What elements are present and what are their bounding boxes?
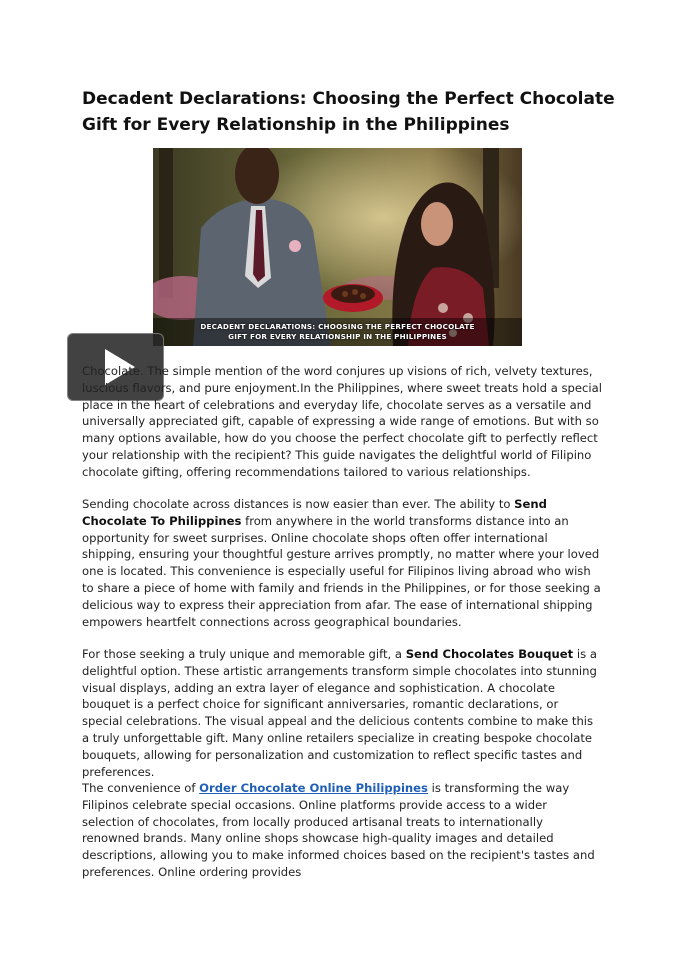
paragraph-text: is transforming the way Filipinos celebrate special occasions. Online platforms provide access to a wider selection of chocolates, from locally produced artisanal treats to internationally renowned brands. Many online shops showcase high-quality images and detailed descriptions, allowing you to make informed choices based on the recipient's tastes and preferences. Online ordering provides bbox=[82, 781, 595, 879]
paragraph-text: Sending chocolate across distances is now easier than ever. The ability to bbox=[82, 497, 515, 511]
bold-keyword: Send Chocolates Bouquet bbox=[405, 647, 574, 661]
bold-keyword: Send Chocolate To Philippines bbox=[82, 497, 547, 528]
hero-caption-line-1: DECADENT DECLARATIONS: CHOOSING THE PERFECT CHOCOLATE bbox=[200, 322, 475, 331]
paragraph-text: For those seeking a truly unique and memorable gift, a bbox=[82, 647, 406, 661]
hero-caption bbox=[153, 322, 522, 342]
paragraph-text: is a delightful option. These artistic arrangements transform simple chocolates into stunning visual displays, adding an extra layer of elegance and sophistication. A chocolate bouquet is a perfect choice for significant anniversaries, romantic declarations, or special celebrations. The visual appeal and the delicious contents combine to make this a truly unforgettable gift. Many online retailers specialize in creating bespoke chocolate bouquets, allowing for personalization and customization to reflect specific tastes and preferences. bbox=[82, 647, 597, 779]
paragraph-order-online bbox=[82, 780, 602, 881]
hero-illustration bbox=[153, 148, 522, 346]
paragraph-send-chocolate bbox=[82, 496, 602, 630]
paragraph-text: from anywhere in the world transforms distance into an opportunity for sweet surprises. Online chocolate shops often offer international shipping, ensuring your thoughtful gesture arrives promptly, no matter where your loved one is located. This convenience is especially useful for Filipinos living abroad who wish to share a piece of home with family and friends in the Philippines, or for those seeking a delicious way to express their appreciation from afar. The ease of international shipping empowers heartfelt connections across geographical boundaries. bbox=[82, 513, 601, 629]
paragraph-intro: Chocolate. The simple mention of the word conjures up visions of rich, velvety textures, luscious flavors, and pure enjoyment.In the Philippines, where sweet treats hold a special place in the heart of celebrations and everyday life, chocolate serves as a versatile and universally appreciated gift, capable of expressing a wide range of emotions. But with so many options available, how do you choose the perfect chocolate gift to perfectly reflect your relationship with the recipient? This guide navigates the delightful world of Filipino chocolate gifting, offering recommendations tailored to various relationships. bbox=[82, 364, 602, 479]
paragraph-bouquet bbox=[82, 646, 602, 780]
hero-caption-line-2: GIFT FOR EVERY RELATIONSHIP IN THE PHILIPPINES bbox=[228, 332, 447, 341]
paragraph-text: The convenience of bbox=[82, 781, 200, 795]
hero-image bbox=[153, 148, 522, 346]
page-title: Decadent Declarations: Choosing the Perfect Chocolate Gift for Every Relationship in the Philippines bbox=[82, 89, 615, 135]
order-chocolate-online-link[interactable]: Order Chocolate Online Philippines bbox=[199, 781, 428, 795]
